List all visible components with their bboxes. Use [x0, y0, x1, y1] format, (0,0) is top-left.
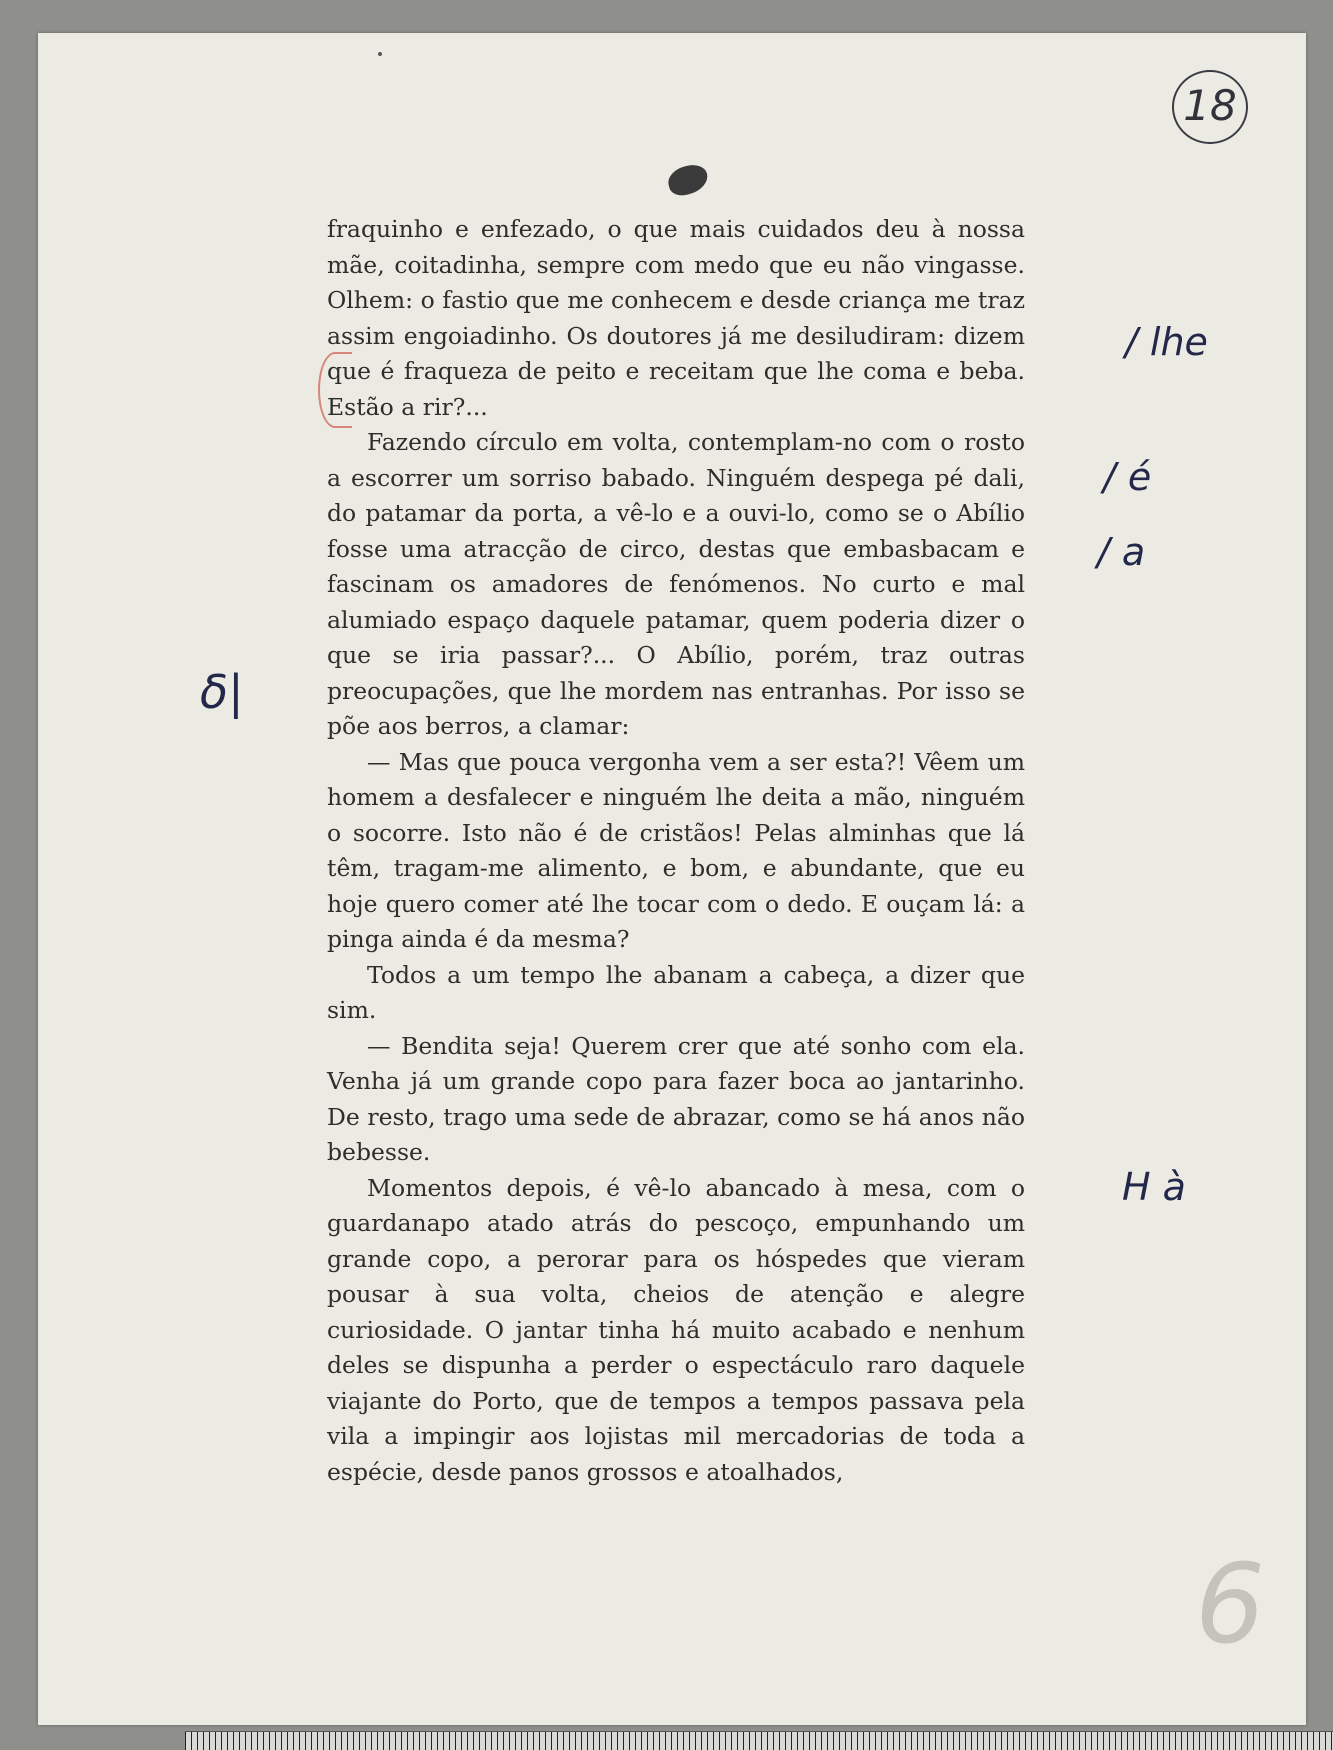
body-text — [327, 212, 1025, 1490]
paragraph: — Mas que pouca vergonha vem a ser esta?! Vêem um homem a desfalecer e ninguém lhe deita a mão, ninguém o socorre. Isto não é de cristãos! Pelas alminhas que lá têm, tragam-me alimento, e bom, e abundante, que eu hoje quero comer até lhe tocar com o dedo. E ouçam lá: a pinga ainda é da mesma? — [327, 747, 1025, 953]
paragraph: Momentos depois, é vê-lo abancado à mesa, com o guardanapo atado atrás do pescoço, empunhando um grande copo, a perorar para os hóspedes que vieram pousar à sua volta, cheios de atenção e alegre curiosidade. O jantar tinha há muito acabado e nenhum deles se dispunha a perder o espectáculo raro daquele viajante do Porto, que de tempos a tempos passava pela vila a impingir aos lojistas mil mercadorias de toda a espécie, desde panos grossos e atoalhados, — [327, 1173, 1025, 1486]
margin-correction: / a — [1097, 530, 1146, 574]
paragraph: Fazendo círculo em volta, contemplam-no com o rosto a escorrer um sorriso babado. Ninguém despega pé dali, do patamar da porta, a vê-lo e a ouvi-lo, como se o Abílio fosse uma atracção de circo, destas que embasbacam e fascinam os amadores de fenómenos. No curto e mal alumiado espaço daquele patamar, quem poderia dizer o que se iria passar?... O Abílio, porém, traz outras preocupações, que lhe mordem nas entranhas. Por isso se põe aos berros, a clamar: — [327, 428, 1025, 740]
paper-speck — [378, 52, 382, 56]
pencil-mark: 6 — [1195, 1540, 1265, 1668]
measure-scale — [185, 1731, 1333, 1750]
margin-correction: H à — [1122, 1165, 1186, 1209]
margin-correction: / é — [1103, 455, 1152, 499]
paragraph: — Bendita seja! Querem crer que até sonho com ela. Venha já um grande copo para fazer boca ao jantarinho. De resto, trago uma sede de abrazar, como se há anos não bebesse. — [327, 1031, 1025, 1166]
paragraph: fraquinho e enfezado, o que mais cuidados deu à nossa mãe, coitadinha, sempre com medo que eu não vingasse. Olhem: o fastio que me conhecem e desde criança me traz assim engoiadinho. Os doutores já me desiludiram: dizem que é fraqueza de peito e receitam que lhe coma e beba. Estão a rir?... — [327, 215, 1025, 421]
paragraph: Todos a um tempo lhe abanam a cabeça, a dizer que sim. — [327, 960, 1025, 1024]
margin-correction: δ| — [200, 665, 244, 719]
page-number: 18 — [1172, 70, 1248, 144]
margin-correction: / lhe — [1125, 320, 1208, 364]
